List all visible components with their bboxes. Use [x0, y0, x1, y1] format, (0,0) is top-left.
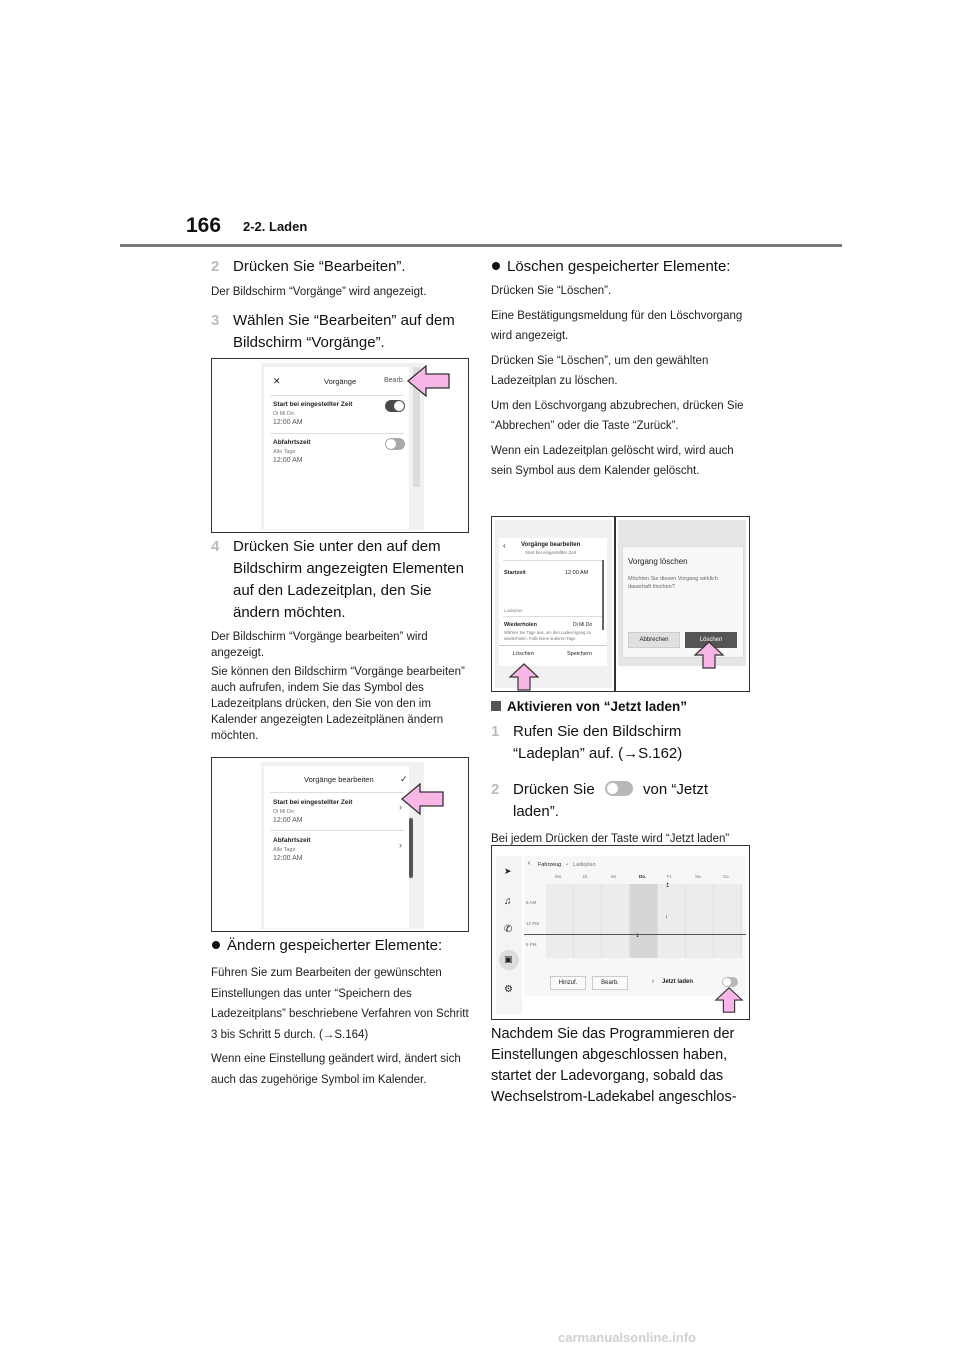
calendar-day-label: Di.	[583, 874, 589, 879]
confirm-delete-button[interactable]: Löschen	[685, 632, 737, 648]
wiederholen-hint: Wählen Sie Tage aus, um den Ladevorgang zu wiederholen. Falls keine anderen Tage	[504, 630, 591, 641]
breadcrumb-ladeplan: Ladeplan	[573, 862, 596, 868]
step-1-right: 1 Rufen Sie den Bildschirm “Ladeplan” auf. (→S.162)	[491, 723, 683, 762]
delete-p4: Um den Löschvorgang abzubrechen, drücken Sie “Abbrechen” oder die Taste “Zurück”.	[491, 399, 744, 432]
car-icon[interactable]: ▣	[504, 954, 513, 964]
item2-title-2[interactable]: Abfahrtszeit	[273, 837, 311, 844]
step-2-right: 2 Drücken Sie von “Jetzt laden”.	[491, 781, 709, 820]
pointer-arrow-icon	[508, 663, 540, 691]
calendar-day-label: Mi.	[611, 874, 617, 879]
screenshot-delete	[491, 516, 750, 692]
change-text: Führen Sie zum Bearbeiten der gewünschten Einstellungen das unter “Speichern des Ladezeitplans” beschriebene Verfahren von Schritt 3 bis Schritt 5 durch. (→S.164)	[211, 967, 469, 1041]
breadcrumb-fahrzeug[interactable]: Fahrzeug	[538, 862, 562, 868]
delete-p5: Wenn ein Ladezeitplan gelöscht wird, wird auch sein Symbol aus dem Kalender gelöscht.	[491, 444, 734, 477]
edit-subtitle: Start bei eingestellter Zeit	[525, 550, 577, 555]
watermark: carmanualsonline.info	[558, 1330, 696, 1345]
calendar-day-label: So.	[723, 874, 730, 879]
dialog-screen	[618, 520, 746, 666]
item1-title-2[interactable]: Start bei eingestellter Zeit	[273, 799, 353, 806]
pointer-arrow-icon	[714, 986, 744, 1014]
screenshot-vorgaenge-bearbeiten	[211, 757, 469, 932]
item1-time-2: 12:00 AM	[273, 817, 303, 824]
screen-area	[261, 363, 424, 530]
ladeplan-screen	[524, 856, 746, 996]
back-icon[interactable]: ‹	[528, 860, 531, 867]
delete-p1: Drücken Sie “Löschen”.	[491, 285, 612, 297]
right-column-3	[491, 1024, 753, 1108]
item2-time: 12:00 AM	[273, 457, 303, 464]
right-column-2	[491, 697, 753, 863]
item2-title[interactable]: Abfahrtszeit	[273, 439, 311, 446]
add-button[interactable]: Hinzuf.	[550, 976, 586, 990]
music-icon[interactable]: ♫	[504, 896, 512, 907]
item2-time-2: 12:00 AM	[273, 855, 303, 862]
item1-days: Di Mi Do	[273, 411, 295, 417]
close-icon[interactable]: ✕	[273, 376, 281, 386]
jetzt-laden-label: Jetzt laden	[662, 979, 694, 985]
schedule-marker-icon[interactable]: ⇣	[635, 933, 641, 939]
left-column-2	[211, 536, 469, 744]
calendar-column[interactable]	[714, 884, 742, 958]
change-text-2: Wenn eine Einstellung geändert wird, ändert sich auch das zugehörige Symbol im Kalender.	[211, 1053, 461, 1086]
step-3: 3 Wählen Sie “Bearbeiten” auf dem Bildschirm “Vorgänge”.	[211, 312, 455, 351]
edit-button[interactable]: Bearb.	[384, 377, 405, 384]
item2-days-2: Alle Tage	[273, 847, 296, 853]
pointer-arrow-icon	[693, 641, 725, 669]
scrollbar-thumb[interactable]	[409, 818, 413, 878]
calendar-day-label: Do.	[639, 874, 647, 879]
section-title: 2-2. Laden	[243, 219, 308, 234]
step-2-note: Der Bildschirm “Vorgänge” wird angezeigt.	[211, 286, 427, 298]
edit-panel	[499, 538, 607, 666]
calendar-column[interactable]	[686, 884, 714, 958]
final-text: Nachdem Sie das Programmieren der Einstellungen abgeschlossen haben, startet der Ladevorgang, sobald das Wechselstrom-Ladekabel angeschlos-	[491, 1026, 737, 1105]
dialog-title: Vorgang löschen	[628, 557, 688, 566]
item1-title[interactable]: Start bei eingestellter Zeit	[273, 401, 353, 408]
calendar-time-label: 6 AM	[526, 900, 537, 905]
calendar-column[interactable]	[574, 884, 602, 958]
step-2-right-note: Bei jedem Drücken der Taste wird “Jetzt laden”	[491, 833, 730, 845]
item1-toggle[interactable]	[385, 400, 405, 412]
calendar-column[interactable]	[630, 884, 658, 958]
breadcrumb-sep: •	[566, 862, 568, 868]
right-column	[491, 256, 753, 482]
check-icon[interactable]: ✓	[400, 774, 408, 784]
chevron-icon: ›	[652, 979, 654, 985]
side-nav	[496, 856, 522, 1014]
vorgaenge-panel	[264, 367, 409, 529]
step-4-note-1: Der Bildschirm “Vorgänge bearbeiten” wird angezeigt.	[211, 631, 428, 659]
item1-time: 12:00 AM	[273, 419, 303, 426]
delete-dialog	[622, 546, 744, 658]
calendar-column[interactable]	[546, 884, 574, 958]
save-button[interactable]: Speichern	[567, 651, 592, 657]
step-4-note-2: Sie können den Bildschirm “Vorgänge bearbeiten” auch aufrufen, indem Sie das Symbol des Ladezeitplans drücken, den Sie von den im Kalender angezeigten Ladezeitplänen ändern möchten.	[211, 666, 465, 742]
bullet-change: Ändern gespeicherter Elemente:	[211, 935, 469, 957]
wiederholen-value[interactable]: Di Mi Do	[573, 622, 593, 628]
schedule-marker-icon[interactable]: ↓	[665, 914, 668, 920]
bearbeiten-panel	[264, 766, 409, 928]
step-2: 2 Drücken Sie “Bearbeiten”.	[211, 258, 406, 275]
item1-days-2: Di Mi Do	[273, 809, 295, 815]
schedule-marker-icon[interactable]: ↥	[665, 883, 671, 889]
startzeit-label: Startzeit	[504, 570, 526, 576]
ladeplan-label: Ladeplan	[504, 608, 523, 613]
calendar-day-label: Mo.	[555, 874, 563, 879]
toggle-off-icon	[605, 781, 633, 796]
scrollbar-thumb[interactable]	[602, 560, 604, 630]
calendar-day-label: Sa.	[695, 874, 702, 879]
wiederholen-label: Wiederholen	[504, 622, 537, 628]
calendar-column[interactable]	[602, 884, 630, 958]
screenshot-vorgaenge	[211, 358, 469, 533]
item2-days: Alle Tage	[273, 449, 296, 455]
panel-title-2: Vorgänge bearbeiten	[304, 775, 374, 784]
navigation-icon[interactable]: ➤	[504, 866, 512, 876]
heading-jetzt-laden: Aktivieren von “Jetzt laden”	[491, 697, 753, 717]
pointer-arrow-icon	[400, 781, 446, 817]
page-number: 166	[186, 214, 222, 237]
edit-title: Vorgänge bearbeiten	[521, 542, 581, 548]
edit-button-ladeplan[interactable]: Bearb.	[592, 976, 628, 990]
item2-toggle[interactable]	[385, 438, 405, 450]
left-column-3	[211, 935, 469, 1090]
delete-button[interactable]: Löschen	[513, 651, 534, 657]
split-divider	[614, 517, 616, 691]
cancel-button[interactable]: Abbrechen	[628, 632, 680, 648]
screenshot-ladeplan	[491, 845, 750, 1020]
back-icon[interactable]: ‹	[503, 541, 506, 550]
bullet-delete: Löschen gespeicherter Elemente:	[491, 256, 753, 278]
dialog-text: Möchten Sie diesen Vorgang wirklich dauerhaft löschen?	[628, 576, 718, 590]
gear-icon[interactable]: ⚙	[504, 984, 513, 995]
pointer-arrow-icon	[406, 363, 452, 399]
panel-title: Vorgänge	[324, 377, 357, 386]
calendar-day-label: Fr.	[667, 874, 673, 879]
delete-p3: Drücken Sie “Löschen”, um den gewählten Ladezeitplan zu löschen.	[491, 354, 709, 387]
delete-p2: Eine Bestätigungsmeldung für den Löschvorgang wird angezeigt.	[491, 309, 743, 342]
chevron-right-icon: ›	[399, 840, 402, 850]
startzeit-value[interactable]: 12:00 AM	[565, 570, 589, 576]
calendar-time-label: 12 PM	[526, 921, 540, 926]
chevron-right-icon: ›	[399, 802, 402, 812]
phone-icon[interactable]: ✆	[504, 924, 513, 935]
left-column	[211, 256, 469, 354]
calendar-time-label: 6 PM	[526, 942, 537, 947]
step-4: 4 Drücken Sie unter den auf dem Bildschirm angezeigten Elementen auf den Ladezeitplan, den Sie ändern möchten.	[211, 538, 464, 621]
header-rule	[120, 244, 842, 247]
calendar-column[interactable]	[658, 884, 686, 958]
